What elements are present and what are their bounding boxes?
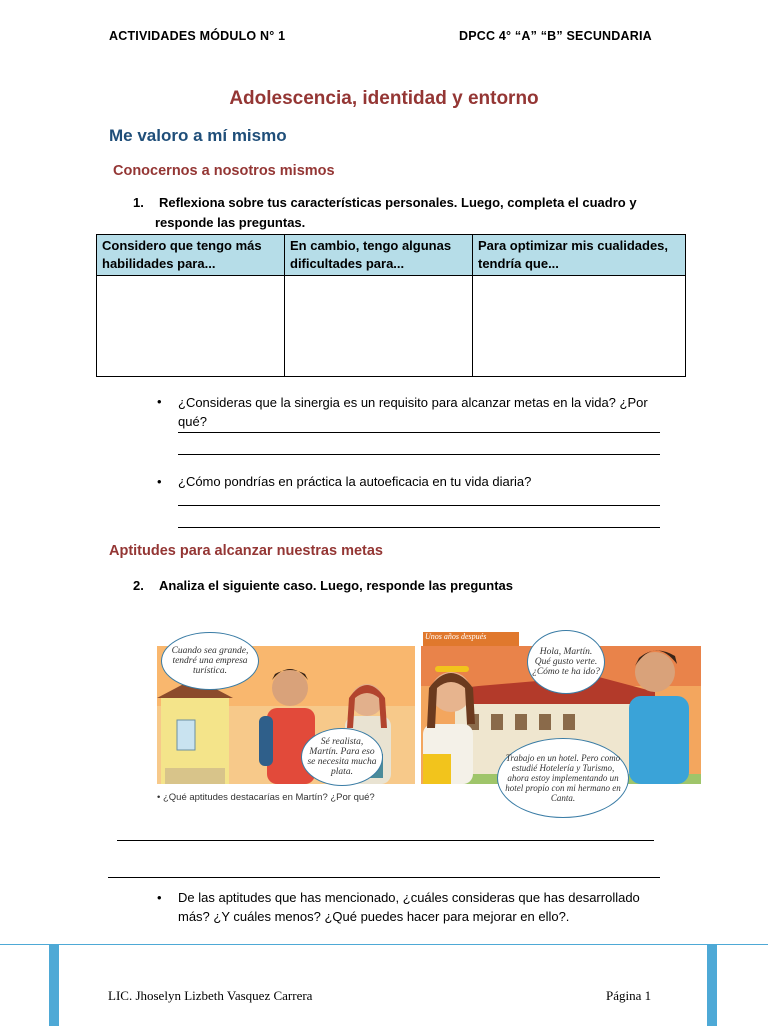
header-left: ACTIVIDADES MÓDULO N° 1 [109,29,286,43]
bullet-aptitudes-line1: De las aptitudes que has mencionado, ¿cuáles consideras que has desarrollado [178,890,640,905]
bullet-sinergia-line1: ¿Consideras que la sinergia es un requisito para alcanzar metas en la vida? ¿Por [178,395,648,410]
table-cell-optimizar[interactable] [473,276,686,377]
comic-illustration [155,628,702,818]
question-1-line2: responde las preguntas. [155,215,306,230]
speech-bubble: Hola, Martín. Qué gusto verte. ¿Cómo te ha ido? [527,630,605,694]
answer-line[interactable] [117,840,654,841]
question-2-text: Analiza el siguiente caso. Luego, responde las preguntas [159,578,513,593]
answer-line[interactable] [108,877,660,878]
question-2-number: 2. [133,578,144,593]
footer-author: LIC. Jhoselyn Lizbeth Vasquez Carrera [108,988,313,1003]
bullet-autoeficacia: ¿Cómo pondrías en práctica la autoeficacia en tu vida diaria? [178,474,532,489]
bullet-dot: • [157,474,162,489]
speech-bubble: Sé realista, Martín. Para eso se necesita mucha plata. [301,728,383,786]
answer-line[interactable] [178,505,660,506]
subheading-conocernos: Conocernos a nosotros mismos [113,163,335,179]
bullet-dot: • [157,394,162,409]
section-heading: Me valoro a mí mismo [109,126,287,145]
footer-page-number: Página 1 [606,988,652,1003]
speech-bubble: Cuando sea grande, tendré una empresa turística. [161,632,259,690]
subheading-aptitudes: Aptitudes para alcanzar nuestras metas [109,543,383,559]
footer-accent-right [707,944,717,1026]
self-assessment-table [96,234,686,377]
table-header-dificultades: En cambio, tengo algunas dificultades para... [285,235,473,276]
page-title: Adolescencia, identidad y entorno [229,88,539,109]
panel-caption-tag: Unos años después [425,632,487,641]
table-header-optimizar: Para optimizar mis cualidades, tendría que... [473,235,686,276]
bullet-aptitudes-line2: más? ¿Y cuáles menos? ¿Qué puedes hacer para mejorar en ello?. [178,909,570,924]
speech-bubble: Trabajo en un hotel. Pero como estudié Hotelería y Turismo, ahora estoy implementando un hotel propio con mi hermano en Canta. [497,738,629,818]
bullet-sinergia-line2: qué? [178,414,207,429]
answer-line[interactable] [178,454,660,455]
table-cell-habilidades[interactable] [97,276,285,377]
question-1-number: 1. [133,195,144,210]
question-1-line1: Reflexiona sobre tus características personales. Luego, completa el cuadro y [159,195,637,210]
answer-line[interactable] [178,527,660,528]
footer-divider [0,944,768,945]
comic-question-caption: • ¿Qué aptitudes destacarías en Martín? ¿Por qué? [157,792,375,803]
header-right: DPCC 4° “A” “B” SECUNDARIA [459,29,652,43]
answer-line[interactable] [178,432,660,433]
table-header-habilidades: Considero que tengo más habilidades para... [97,235,285,276]
table-cell-dificultades[interactable] [285,276,473,377]
footer-accent-left [49,944,59,1026]
bullet-dot: • [157,890,162,905]
